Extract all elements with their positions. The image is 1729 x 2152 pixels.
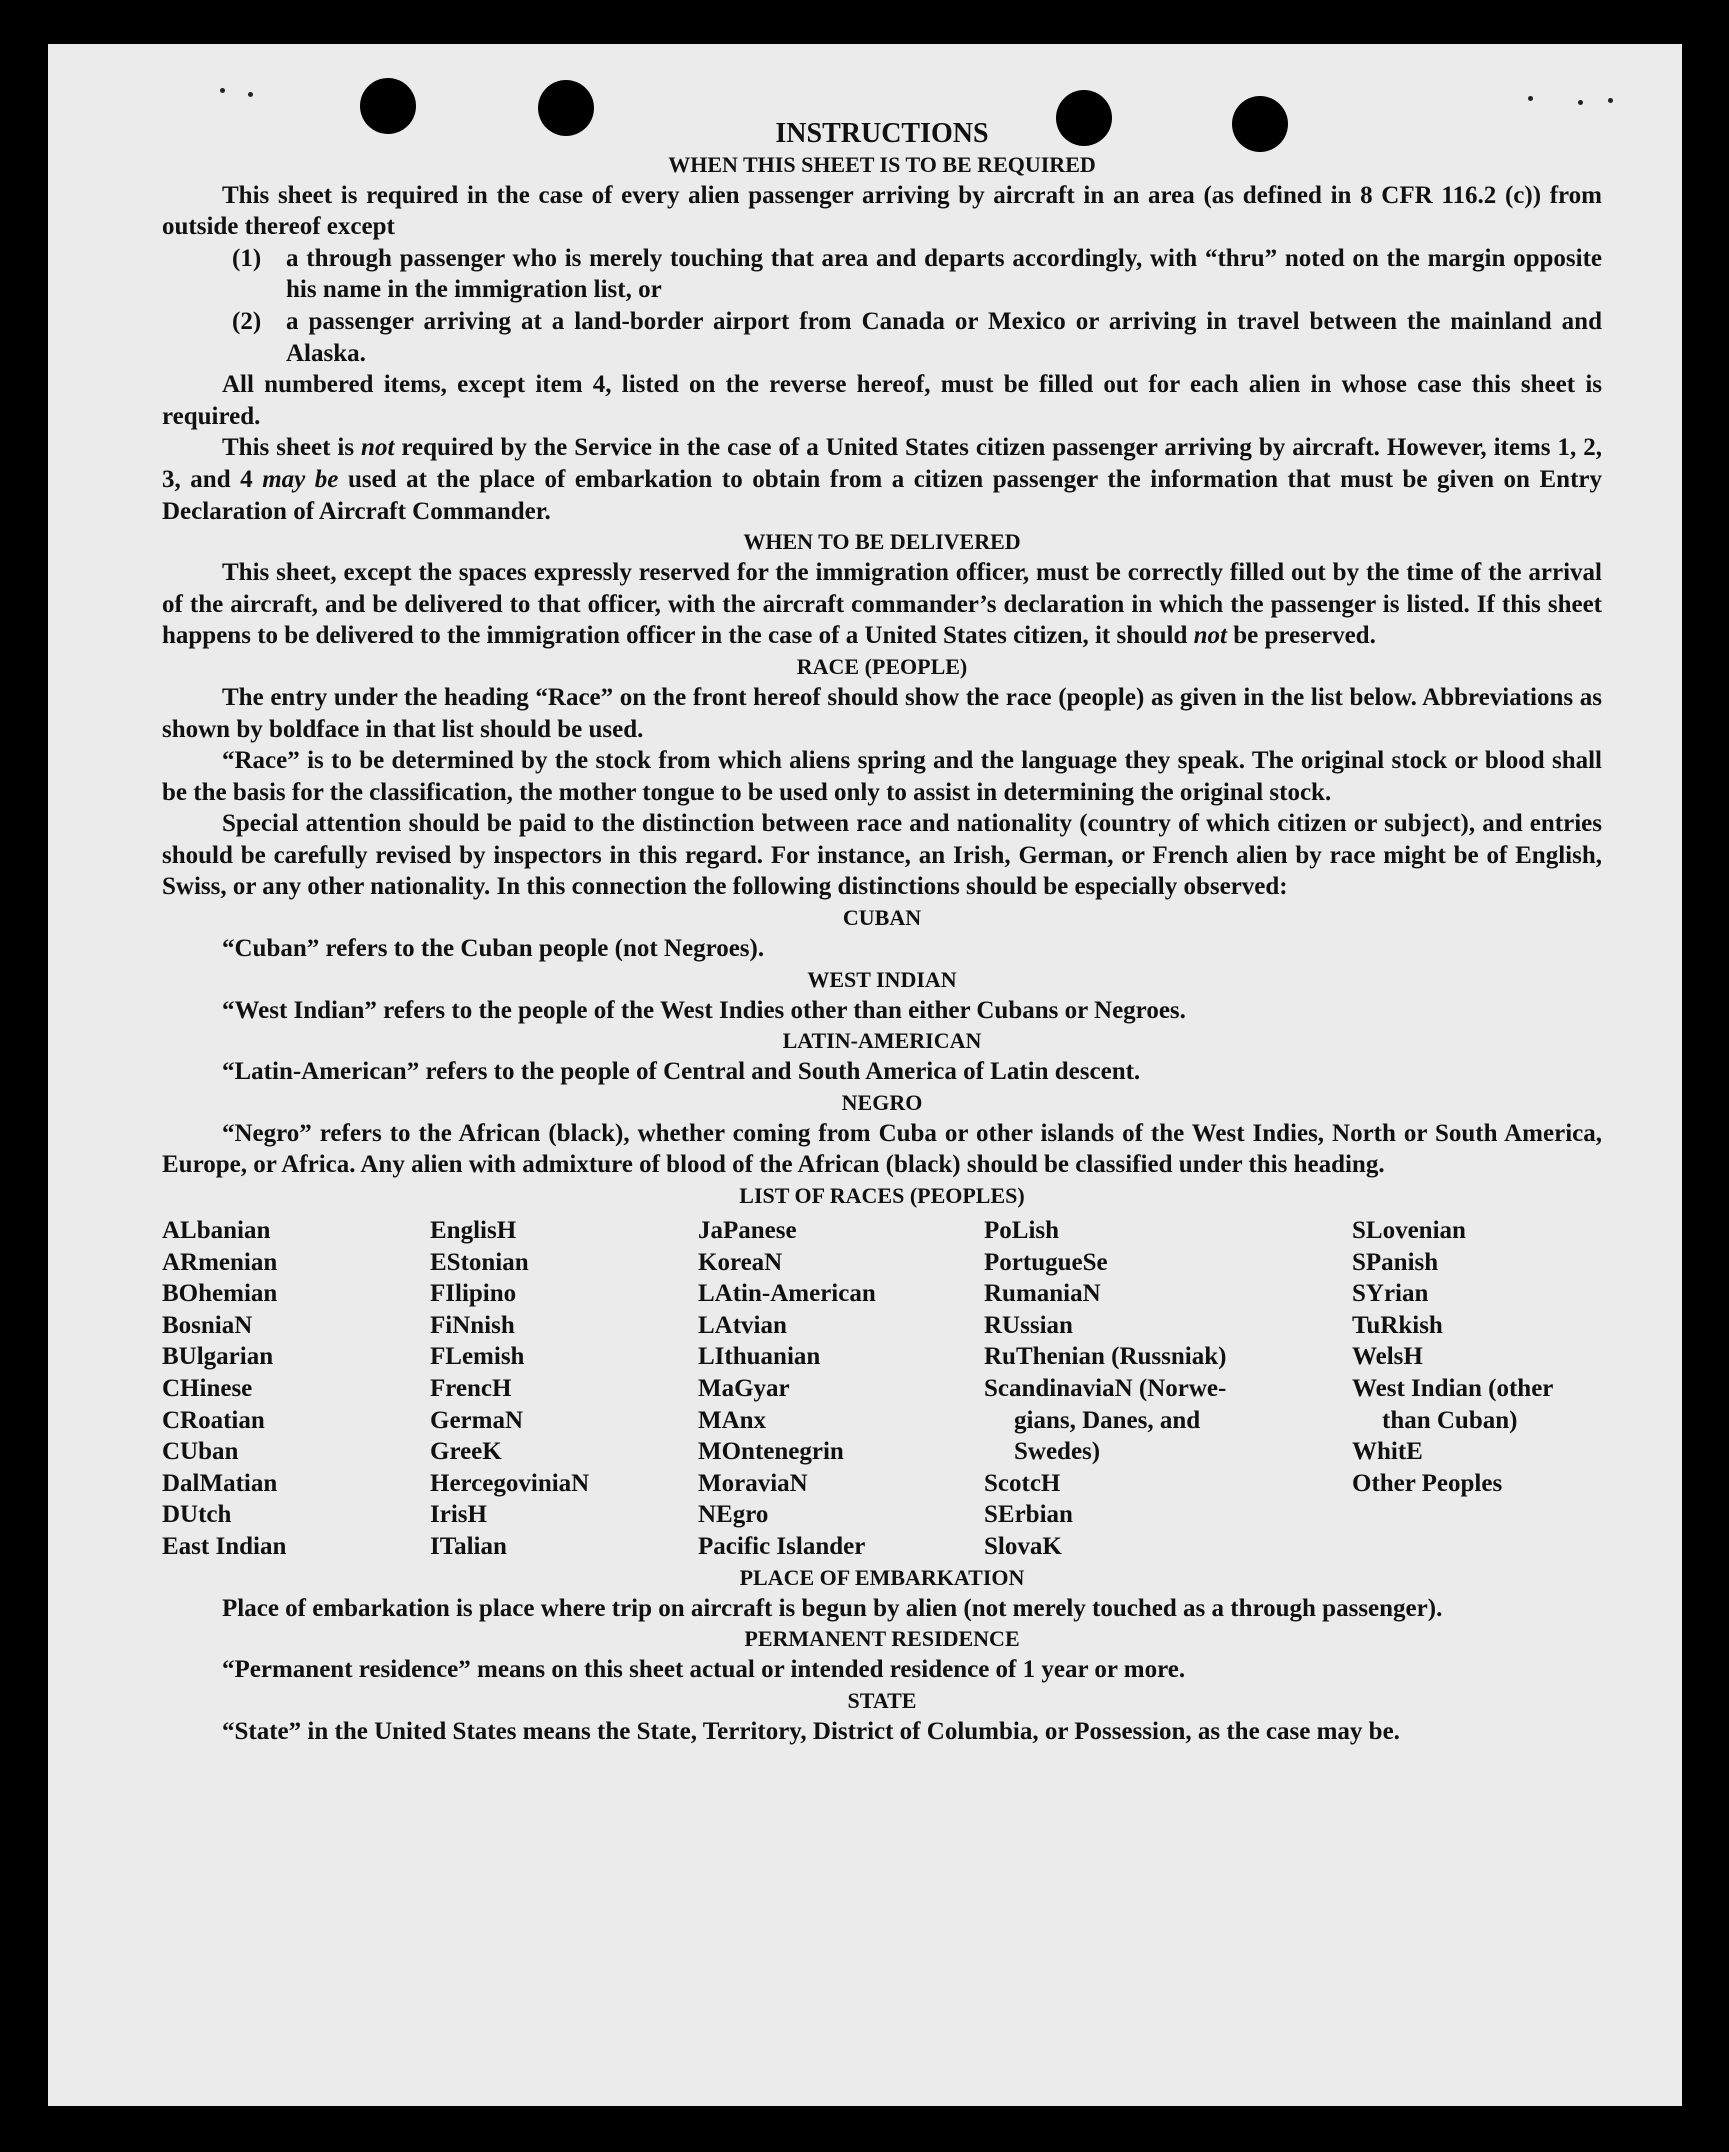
speck [220,88,225,93]
race-entry: WelsH [1352,1343,1423,1371]
race-entry: MoraviaN [698,1469,808,1497]
paragraph: Special attention should be paid to the distinction between race and nationality (country of which citizen or subject), and entries should be carefully revised by inspectors in this regard. For instance, an Irish, German, or French alien by race might be of English, Swiss, or any other nationality. In this connection the following distinctions should be especially observed: [162,810,1602,901]
race-entry: gians, Danes, and [1014,1406,1201,1434]
text-run-italic: not [1193,622,1227,650]
text-run: This sheet, except the spaces expressly reserved for the immigration officer, must be correctly filled out by the time of the arrival of the aircraft, and be delivered to that officer, with the aircraft commander’s declaration in which the passenger is listed. If this sheet happens to be delivered to the immigration officer in the case of a United States citizen, it should [162,559,1602,650]
heading-race: RACE (PEOPLE) [796,653,968,679]
race-entry: ALbanian [162,1217,271,1245]
race-entry: FrencH [430,1375,512,1402]
race-entry: EStonian [430,1248,529,1276]
paragraph: This sheet is required in the case of every alien passenger arriving by aircraft in an area (as defined in 8 CFR 116.2 (c)) from outside thereof except [162,181,1602,241]
heading-state: STATE [847,1687,917,1713]
document-page [48,44,1682,2106]
text-run-italic: not [361,434,395,462]
race-entry: ScandinaviaN (Norwe- [984,1375,1227,1402]
speck [1528,96,1533,101]
speck [1608,98,1613,103]
text-run: This sheet is [222,434,362,462]
race-entry: MaGyar [698,1375,790,1402]
race-entry: CHinese [162,1375,253,1402]
race-entry: EnglisH [430,1217,517,1245]
heading-delivered: WHEN TO BE DELIVERED [743,529,1021,555]
heading-negro: NEGRO [841,1089,923,1115]
list-item [232,306,1602,369]
paragraph: “State” in the United States means the State, Territory, District of Columbia, or Possession, as the case may be. [222,1717,1400,1745]
race-entry: ARmenian [162,1248,278,1276]
race-entry: SErbian [984,1501,1073,1529]
race-entry: Swedes) [1014,1438,1101,1466]
paragraph: “Cuban” refers to the Cuban people (not Negroes). [222,935,765,963]
races-column [698,1215,984,1563]
race-entry: ScotcH [984,1469,1061,1497]
races-column [1352,1215,1602,1563]
paragraph [162,432,1602,527]
speck [248,92,253,97]
page-title: INSTRUCTIONS [775,118,989,149]
race-entry: PortugueSe [984,1248,1108,1276]
race-entry: Other Peoples [1352,1469,1503,1497]
item-number: (1) [232,244,262,272]
race-entry: DalMatian [162,1469,278,1497]
race-entry: SLovenian [1352,1217,1466,1245]
race-entry: West Indian (other [1352,1375,1554,1402]
paragraph: The entry under the heading “Race” on the front hereof should show the race (people) as given in the list below. Abbreviations as shown by boldface in that list should be used. [162,683,1602,743]
race-entry: SYrian [1352,1280,1429,1308]
race-entry: BUlgarian [162,1343,274,1371]
race-entry: SPanish [1352,1248,1439,1276]
item-number: (2) [232,307,262,335]
race-entry: SlovaK [984,1532,1062,1560]
race-entry: WhitE [1352,1438,1423,1466]
races-column [162,1215,430,1563]
heading-required: WHEN THIS SHEET IS TO BE REQUIRED [668,151,1096,177]
races-column [430,1215,698,1563]
paragraph: All numbered items, except item 4, listed on the reverse hereof, must be filled out for each alien in whose case this sheet is required. [162,371,1602,430]
race-entry: BosniaN [162,1311,253,1339]
race-entry: East Indian [162,1532,287,1560]
race-entry: GreeK [430,1438,502,1466]
race-entry: CUban [162,1438,239,1466]
text-run: required by the Service in the case of a United States citizen passenger arriving by aircraft. However, items 1, 2, 3, and 4 [162,434,1602,493]
paragraph: Place of embarkation is place where trip on aircraft is begun by alien (not merely touched as a through passenger). [222,1594,1443,1622]
race-entry: CRoatian [162,1406,265,1434]
paragraph: “Latin-American” refers to the people of Central and South America of Latin descent. [222,1058,1141,1086]
heading-latin-american: LATIN-AMERICAN [782,1028,982,1054]
race-entry: LAtvian [698,1311,787,1339]
heading-residence: PERMANENT RESIDENCE [744,1626,1020,1652]
race-entry: KoreaN [698,1248,783,1276]
race-entry: NEgro [698,1501,769,1529]
race-entry: PoLish [984,1217,1060,1245]
race-entry: than Cuban) [1382,1406,1518,1434]
race-entry: ITalian [430,1532,507,1560]
races-column [984,1215,1352,1563]
paragraph: “West Indian” refers to the people of the West Indies other than either Cubans or Negroes. [222,996,1186,1024]
race-entry: LAtin-American [698,1280,876,1308]
paragraph: “Negro” refers to the African (black), whether coming from Cuba or other islands of the West Indies, North or South America, Europe, or Africa. Any alien with admixture of blood of the African (black) should be classified under this heading. [162,1119,1602,1179]
race-entry: JaPanese [698,1217,797,1245]
race-entry: GermaN [430,1406,524,1434]
races-grid [162,1215,1602,1563]
text-run: be preserved. [1227,622,1376,650]
heading-embarkation: PLACE OF EMBARKATION [739,1564,1025,1590]
paragraph: “Race” is to be determined by the stock from which aliens spring and the language they speak. The original stock or blood shall be the basis for the classification, the mother tongue to be used only to assist in determining the original stock. [162,747,1602,806]
race-entry: FiNnish [430,1311,515,1339]
race-entry: HercegoviniaN [430,1469,590,1497]
race-entry: FIlipino [430,1280,517,1308]
speck [1578,100,1583,105]
race-entry: FLemish [430,1343,525,1371]
race-entry: LIthuanian [698,1343,821,1371]
race-entry: RUssian [984,1311,1073,1339]
item-text: a through passenger who is merely touching that area and departs accordingly, with “thru” noted on the margin opposite his name in the immigration list, or [286,244,1602,304]
race-entry: TuRkish [1352,1311,1443,1339]
heading-cuban: CUBAN [842,905,922,931]
heading-west-indian: WEST INDIAN [807,966,957,992]
list-item [232,243,1602,306]
text-run: used at the place of embarkation to obtain from a citizen passenger the information that must be given on Entry Declaration of Aircraft Commander. [162,465,1602,525]
paragraph: “Permanent residence” means on this sheet actual or intended residence of 1 year or more. [222,1656,1186,1684]
race-entry: BOhemian [162,1280,278,1308]
race-entry: RuThenian (Russniak) [984,1343,1227,1371]
race-entry: RumaniaN [984,1280,1101,1308]
race-entry: Pacific Islander [698,1532,866,1560]
race-entry: MOntenegrin [698,1438,844,1466]
item-text: a passenger arriving at a land-border airport from Canada or Mexico or arriving in travel between the mainland and Alaska. [286,307,1602,367]
paragraph [162,557,1602,652]
heading-races-list: LIST OF RACES (PEOPLES) [739,1183,1025,1209]
race-entry: DUtch [162,1501,232,1529]
race-entry: MAnx [698,1406,767,1434]
instructions-content [162,118,1602,1747]
text-run-italic: may be [262,465,339,493]
race-entry: IrisH [430,1501,487,1529]
